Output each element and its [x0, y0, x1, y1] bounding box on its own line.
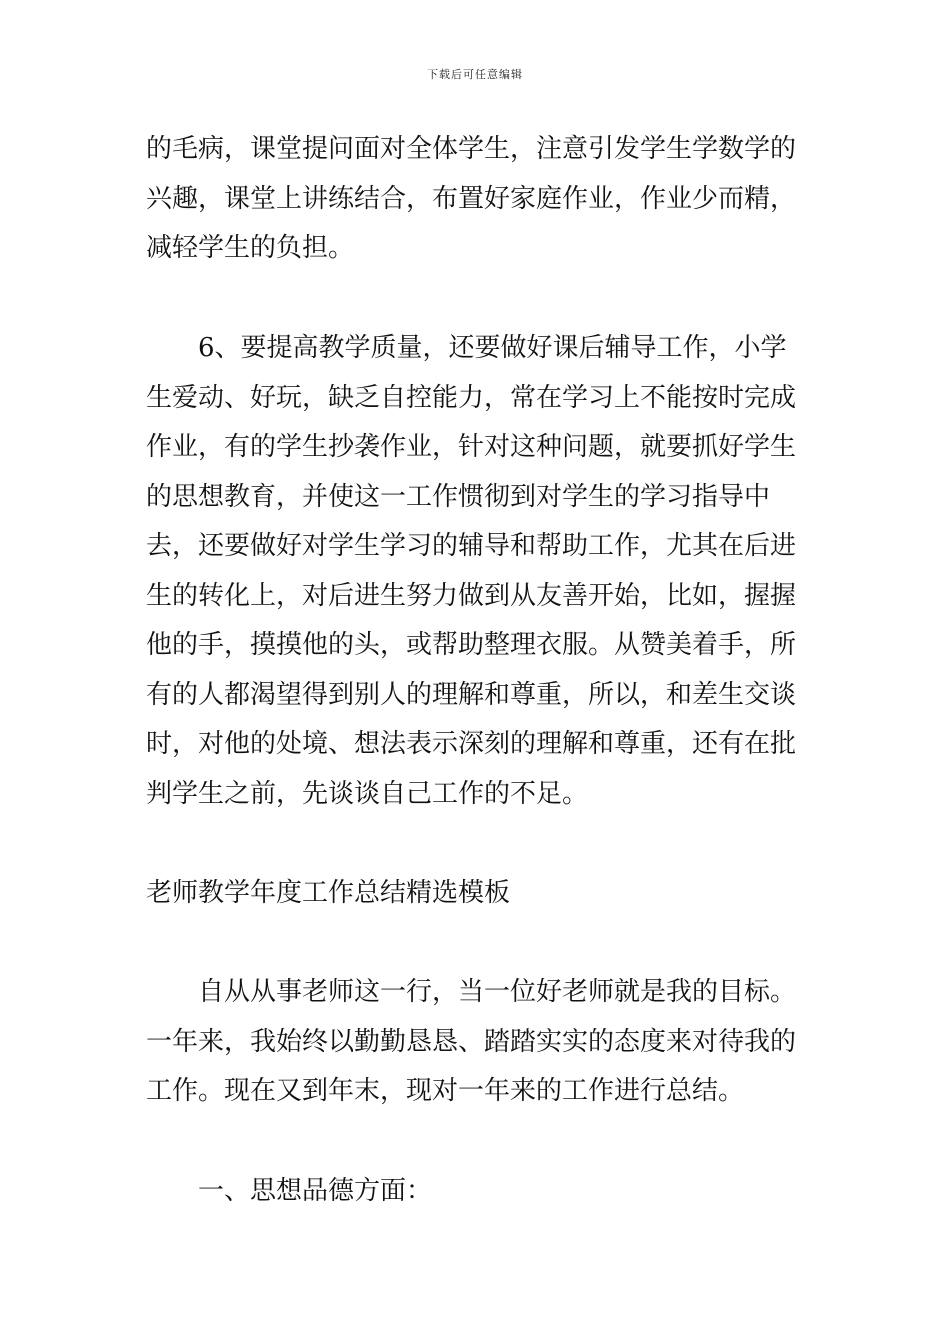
- section-heading-1: 一、思想品德方面：: [198, 1176, 433, 1206]
- page-header: 下载后可任意编辑: [427, 68, 523, 81]
- paragraph-3: 自从从事老师这一行，当一位好老师就是我的目标。一年来，我始终以勤勤恳恳、踏踏实实的态度来对待我的工作。现在又到年末，现对一年来的工作进行总结。: [146, 977, 797, 1106]
- section-title: 老师教学年度工作总结精选模板: [146, 878, 511, 908]
- paragraph-2: 6、要提高教学质量，还要做好课后辅导工作，小学生爱动、好玩，缺乏自控能力，常在学习上不能按时完成作业，有的学生抄袭作业，针对这种问题，就要抓好学生的思想教育，并使这一工作惯彻到对学生的学习指导中去，还要做好对学生学习的辅导和帮助工作，尤其在后进生的转化上，对后进生努力做到从友善开始，比如，握握他的手，摸摸他的头，或帮助整理衣服。从赞美着手，所有的人都渴望得到别人的理解和尊重，所以，和差生交谈时，对他的处境、想法表示深刻的理解和尊重，还有在批判学生之前，先谈谈自己工作的不足。: [146, 333, 797, 809]
- paragraph-1: 的毛病，课堂提问面对全体学生，注意引发学生学数学的兴趣，课堂上讲练结合，布置好家庭作业，作业少而精，减轻学生的负担。: [146, 134, 797, 263]
